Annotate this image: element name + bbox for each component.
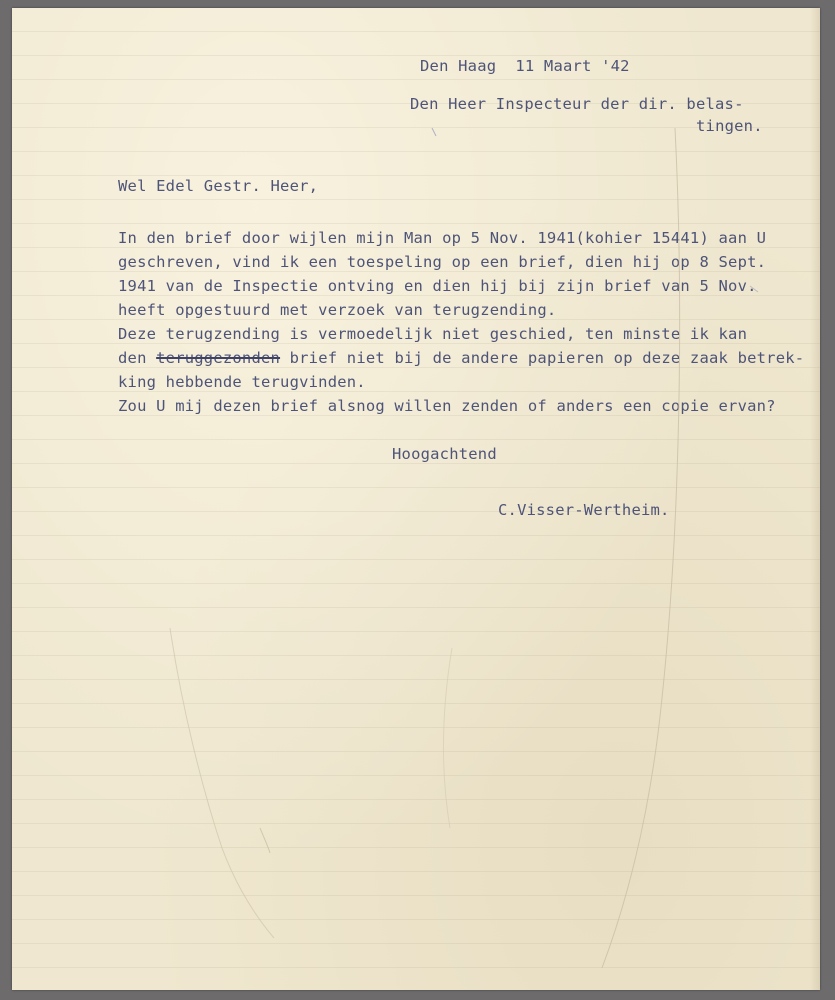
body-line-7: king hebbende terugvinden.: [118, 373, 366, 391]
letter-sheet: [12, 8, 820, 990]
body-line-8: Zou U mij dezen brief alsnog willen zenden of anders een copie ervan?: [118, 397, 776, 415]
paper-edge-shade: [810, 8, 820, 990]
closing: Hoogachtend: [392, 445, 497, 463]
place-date: Den Haag 11 Maart '42: [420, 57, 630, 75]
body-line-6-end: brief niet bij de andere papieren op deze zaak betrek-: [280, 349, 805, 367]
recipient-line-1: Den Heer Inspecteur der dir. belas-: [410, 95, 744, 113]
body-line-2: geschreven, vind ik een toespeling op een brief, dien hij op 8 Sept.: [118, 253, 767, 271]
pencil-marks: [12, 8, 820, 990]
body-line-5: Deze terugzending is vermoedelijk niet geschied, ten minste ik kan: [118, 325, 748, 343]
signature: C.Visser-Wertheim.: [498, 501, 670, 519]
body-line-3: 1941 van de Inspectie ontving en dien hij bij zijn brief van 5 Nov.: [118, 277, 757, 295]
body-line-4: heeft opgestuurd met verzoek van terugzending.: [118, 301, 557, 319]
body-line-6-start: den: [118, 349, 157, 367]
struck-word: teruggezonden: [156, 349, 281, 367]
body-line-6: [118, 346, 804, 370]
letter-body: [118, 226, 804, 418]
salutation: Wel Edel Gestr. Heer,: [118, 177, 319, 195]
body-line-1: In den brief door wijlen mijn Man op 5 Nov. 1941(kohier 15441) aan U: [118, 229, 767, 247]
recipient-line-2: tingen.: [696, 117, 763, 135]
